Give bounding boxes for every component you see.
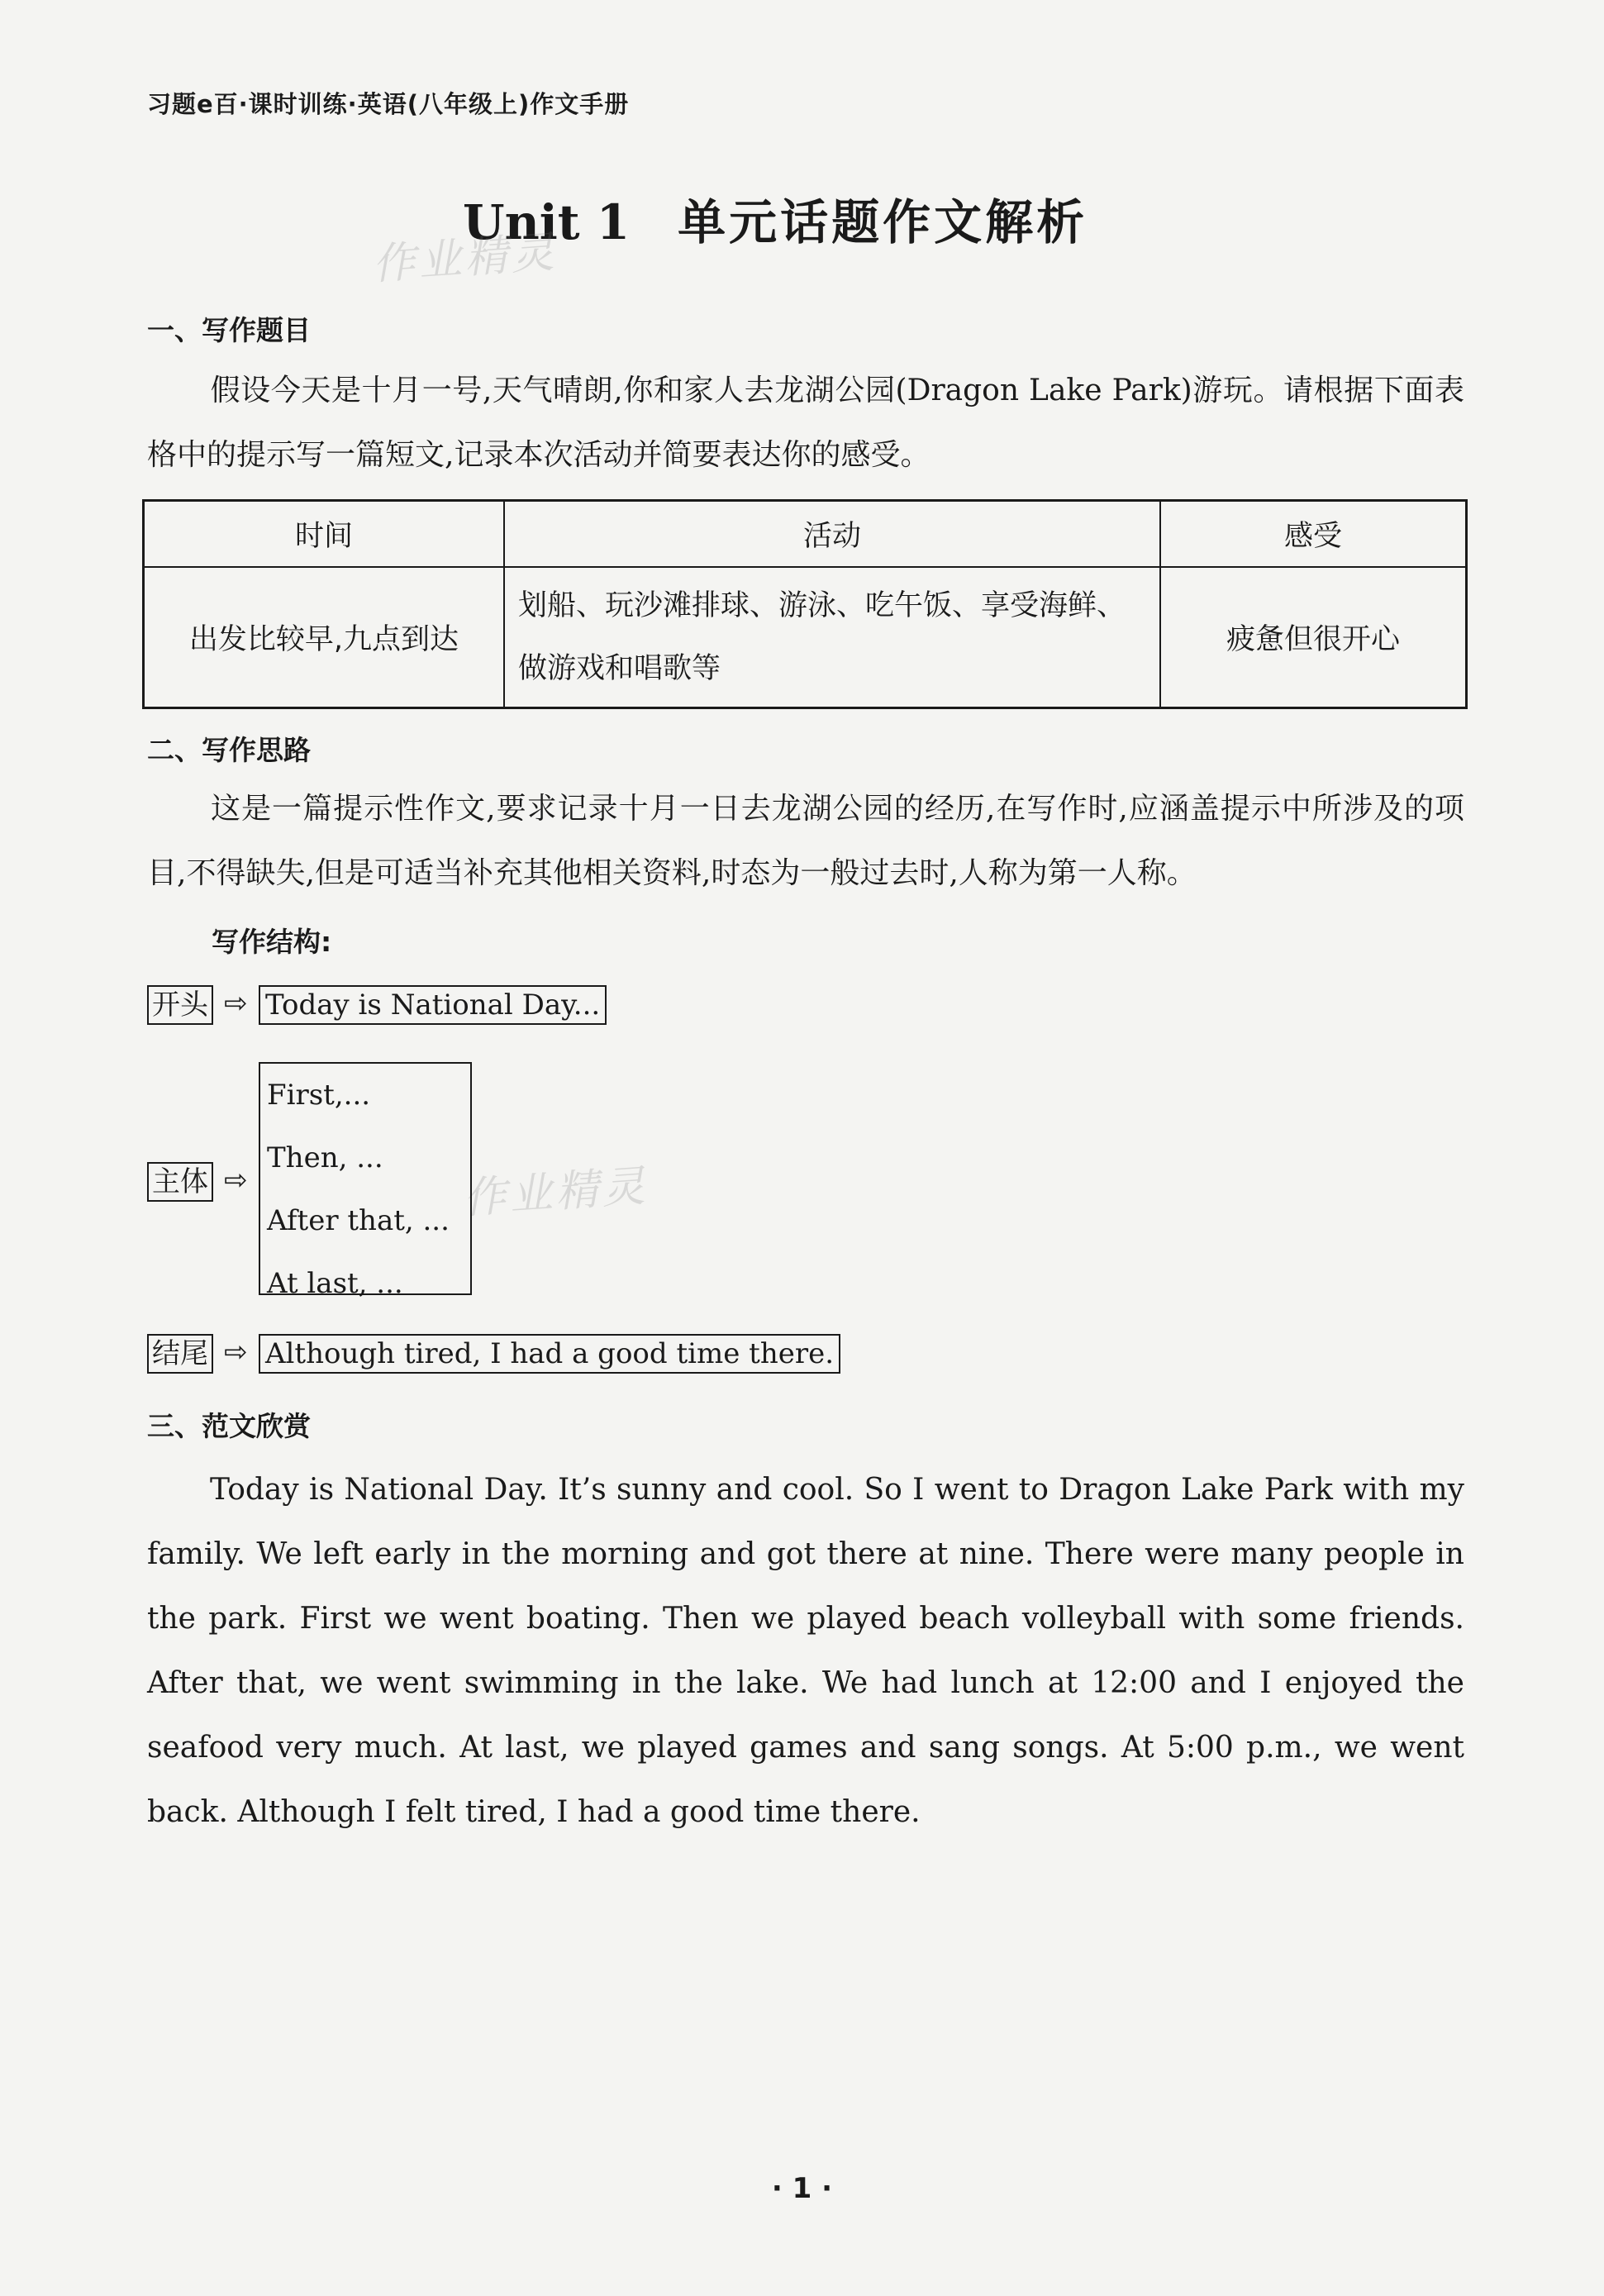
arrow-icon: ⇨: [224, 1164, 248, 1197]
table-row: [144, 567, 1467, 708]
section1-prompt-text: 假设今天是十月一号,天气晴朗,你和家人去龙湖公园(Dragon Lake Park)游玩。请根据下面表格中的提示写一篇短文,记录本次活动并简要表达你的感受。: [147, 374, 1464, 472]
table-cell-time: 出发比较早,九点到达: [144, 567, 505, 708]
unit-topic: 单元话题作文解析: [678, 194, 1088, 250]
body-structure-box: [259, 1062, 472, 1300]
body-line: Then, ...: [267, 1141, 383, 1174]
body-line: After that, ...: [267, 1204, 450, 1237]
body-label: 主体: [147, 1162, 213, 1202]
unit-number: Unit 1: [463, 194, 631, 250]
section3-heading: 三、范文欣赏: [147, 1410, 311, 1442]
ending-label: 结尾: [147, 1334, 213, 1374]
arrow-icon: ⇨: [224, 1336, 248, 1369]
table-header-row: [144, 501, 1467, 568]
opening-label: 开头: [147, 985, 213, 1025]
watermark-top: 作业精灵: [370, 227, 559, 290]
table-cell-feeling: 疲惫但很开心: [1160, 567, 1467, 708]
section2-heading: 二、写作思路: [147, 734, 311, 766]
body-line: First,...: [267, 1079, 371, 1112]
section2-text-body: 这是一篇提示性作文,要求记录十月一日去龙湖公园的经历,在写作时,应涵盖提示中所涉及的项目,不得缺失,但是可适当补充其他相关资料,时态为一般过去时,人称为第一人称。: [147, 792, 1464, 890]
page-number: · 1 ·: [771, 2172, 833, 2205]
table-header-feeling: 感受: [1160, 501, 1467, 568]
table-header-activity: 活动: [504, 501, 1160, 568]
hint-table: [142, 499, 1468, 709]
ending-text: Although tired, I had a good time there.: [259, 1334, 840, 1374]
table-header-time: 时间: [144, 501, 505, 568]
table-cell-activity: 划船、玩沙滩排球、游泳、吃午饭、享受海鲜、做游戏和唱歌等: [504, 567, 1160, 708]
section1-heading: 一、写作题目: [147, 314, 311, 346]
opening-text: Today is National Day...: [259, 985, 607, 1025]
model-essay-text: Today is National Day. It’s sunny and cool. So I went to Dragon Lake Park with my family. We left early in the morning and got there at nine. There were many people in the park. First we went boating. Then we played beach volleyball with some friends. After that, we went swimming in the lake. We had lunch at 12:00 and I enjoyed the seafood very much. At last, we played games and sang songs. At 5:00 p.m., we went back. Although I felt tired, I had a good time there.: [147, 1473, 1464, 1829]
structure-label: 写作结构:: [212, 926, 332, 958]
running-head: 习题e百·课时训练·英语(八年级上)作文手册: [147, 90, 630, 118]
section1-prompt: [147, 359, 1464, 488]
body-line: At last, ...: [267, 1267, 403, 1300]
model-essay: [147, 1458, 1464, 1845]
arrow-icon: ⇨: [224, 987, 248, 1020]
watermark-middle: 作业精灵: [461, 1161, 650, 1224]
section2-text: [147, 777, 1464, 906]
unit-title: [463, 183, 1088, 253]
